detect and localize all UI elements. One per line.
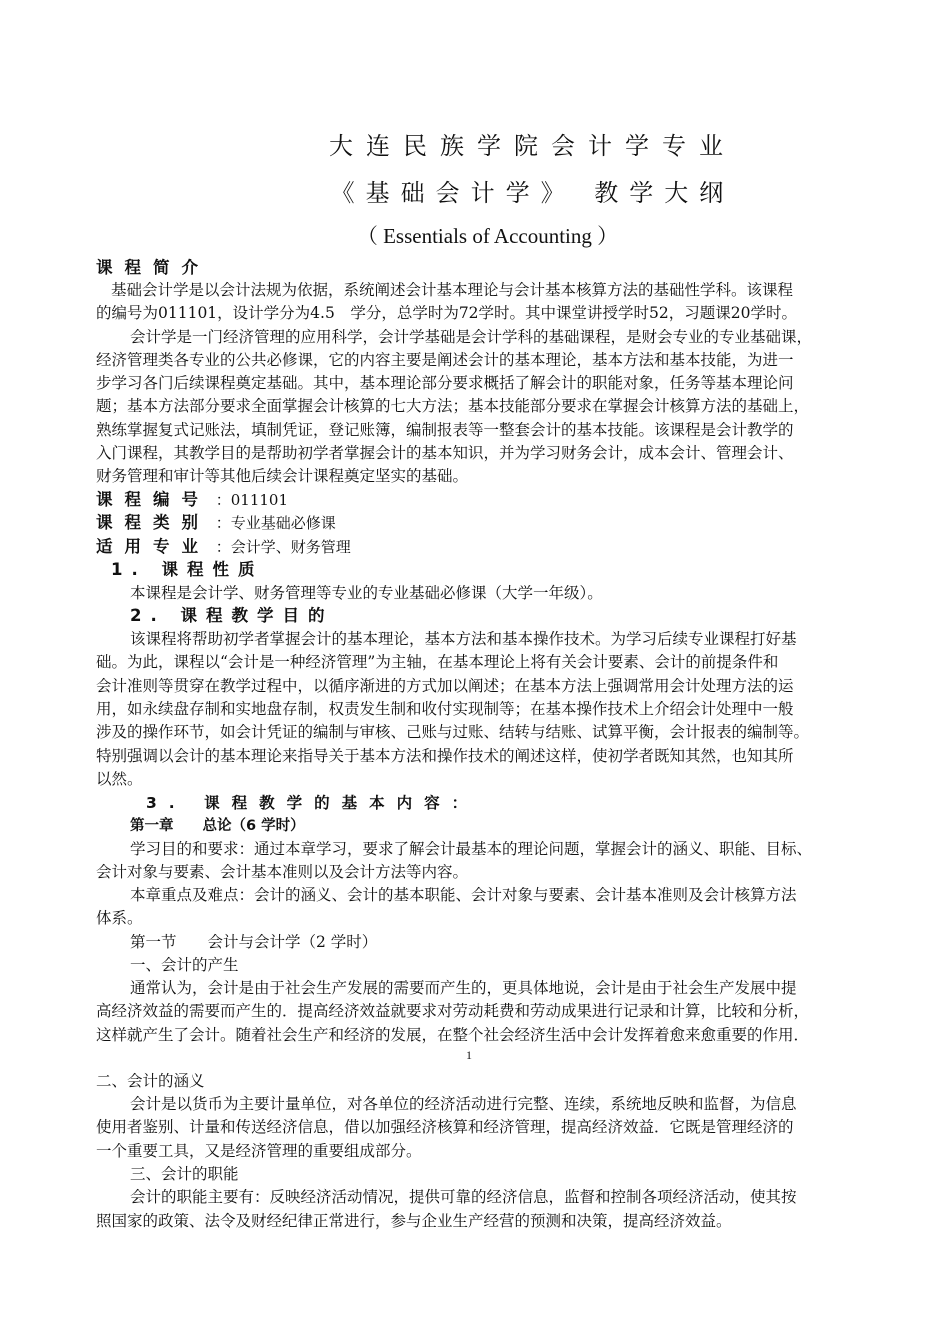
- section3-line: 这样就产生了会计。随着社会生产和经济的发展，在整个社会经济生活中会计发挥着愈来愈重要的作用．: [96, 1026, 810, 1044]
- section3-heading: 3. 课程教学的基本内容：: [146, 794, 480, 812]
- section3-subheading: 一、会计的产生: [130, 956, 239, 974]
- section3-line: 会计对象与要素、会计基本准则以及会计方法等内容。: [96, 863, 469, 881]
- intro-line: 熟练掌握复式记账法，填制凭证，登记账簿，编制报表等一整套会计的基本技能。该课程是会计教学的: [96, 421, 794, 439]
- page2-line: 会计的职能主要有：反映经济活动情况，提供可靠的经济信息，监督和控制各项经济活动，使其按: [130, 1188, 797, 1206]
- section3-line: 本章重点及难点：会计的涵义、会计的基本职能、会计对象与要素、会计基本准则及会计核算方法: [130, 886, 797, 904]
- section3-line: 体系。: [96, 909, 143, 927]
- section2-line: 以然。: [96, 770, 143, 788]
- page2-subheading: 三、会计的职能: [130, 1165, 239, 1183]
- course-code-value: ：011101: [215, 491, 289, 509]
- intro-line: 会计学是一门经济管理的应用科学，会计学基础是会计学科的基础课程，是财会专业的专业基础课，: [130, 328, 813, 346]
- section1-heading: 1. 课程性质: [111, 560, 264, 579]
- section2-line: 础。为此，课程以“会计是一种经济管理”为主轴，在基本理论上将有关会计要素、会计的前提条件和: [96, 653, 779, 671]
- page2-line: 一个重要工具，又是经济管理的重要组成部分。: [96, 1142, 422, 1160]
- course-code-label: 课程编号: [96, 490, 210, 509]
- section1-line: 本课程是会计学、财务管理等专业的专业基础必修课（大学一年级）。: [130, 584, 603, 602]
- course-major-row: [96, 536, 351, 558]
- chapter1-heading: 第一章 总论（6 学时）: [130, 818, 305, 834]
- section2-line: 用，如永续盘存制和实地盘存制，权责发生制和收付实现制等；在基本操作技术上介绍会计处理中一般: [96, 700, 794, 718]
- intro-heading: 课程简介: [96, 258, 210, 277]
- course-major-value: ：会计学、财务管理: [215, 538, 351, 556]
- course-major-label: 适用专业: [96, 537, 210, 556]
- section3-subheading: 第一节 会计与会计学（2 学时）: [130, 933, 378, 951]
- page-number: 1: [466, 1048, 472, 1062]
- intro-line: 题；基本方法部分要求全面掌握会计核算的七大方法；基本技能部分要求在掌握会计核算方法的基础上，: [96, 397, 810, 415]
- course-type-label: 课程类别: [96, 513, 210, 532]
- intro-line: 财务管理和审计等其他后续会计课程奠定坚实的基础。: [96, 467, 469, 485]
- section2-line: 该课程将帮助初学者掌握会计的基本理论，基本方法和基本操作技术。为学习后续专业课程打好基: [130, 630, 797, 648]
- intro-line: 经济管理类各专业的公共必修课，它的内容主要是阐述会计的基本理论，基本方法和基本技能，为进一: [96, 351, 794, 369]
- section3-line: 学习目的和要求：通过本章学习，要求了解会计最基本的理论问题，掌握会计的涵义、职能、目标、: [130, 840, 813, 858]
- course-type-value: ：专业基础必修课: [215, 514, 336, 532]
- doc-title-line1: 大连民族学院会计学专业: [329, 132, 736, 160]
- course-type-row: [96, 512, 336, 534]
- page2-line: 照国家的政策、法令及财经纪律正常进行，参与企业生产经营的预测和决策，提高经济效益。: [96, 1212, 732, 1230]
- section2-heading: 2. 课程教学目的: [130, 606, 334, 625]
- section2-line: 会计准则等贯穿在教学过程中，以循序渐进的方式加以阐述；在基本方法上强调常用会计处理方法的运: [96, 677, 794, 695]
- intro-line: 基础会计学是以会计法规为依据，系统阐述会计基本理论与会计基本核算方法的基础性学科。该课程: [111, 281, 794, 299]
- section2-line: 特别强调以会计的基本理论来指导关于基本方法和操作技术的阐述这样，使初学者既知其然，也知其所: [96, 747, 794, 765]
- intro-line: 的编号为011101，设计学分为4.5 学分，总学时为72学时。其中课堂讲授学时52，习题课20学时。: [96, 304, 797, 322]
- page2-subheading: 二、会计的涵义: [96, 1072, 205, 1090]
- course-code-row: [96, 489, 288, 511]
- page2-line: 使用者鉴别、计量和传送经济信息，借以加强经济核算和经济管理，提高经济效益．它既是管理经济的: [96, 1118, 794, 1136]
- doc-title-line3: （ Essentials of Accounting ）: [356, 224, 619, 248]
- intro-line: 步学习各门后续课程奠定基础。其中，基本理论部分要求概括了解会计的职能对象，任务等基本理论问: [96, 374, 794, 392]
- section3-line: 通常认为，会计是由于社会生产发展的需要而产生的，更具体地说，会计是由于社会生产发展中提: [130, 979, 797, 997]
- doc-title-line2: 《基础会计学》 教学大纲: [330, 179, 735, 207]
- section3-line: 高经济效益的需要而产生的．提高经济效益就要求对劳动耗费和劳动成果进行记录和计算，比较和分析，: [96, 1002, 810, 1020]
- section2-line: 涉及的操作环节，如会计凭证的编制与审核、己账与过账、结转与结账、试算平衡，会计报表的编制等。: [96, 723, 810, 741]
- page2-line: 会计是以货币为主要计量单位，对各单位的经济活动进行完整、连续，系统地反映和监督，为信息: [130, 1095, 797, 1113]
- intro-line: 入门课程，其教学目的是帮助初学者掌握会计的基本知识，并为学习财务会计，成本会计、管理会计、: [96, 444, 794, 462]
